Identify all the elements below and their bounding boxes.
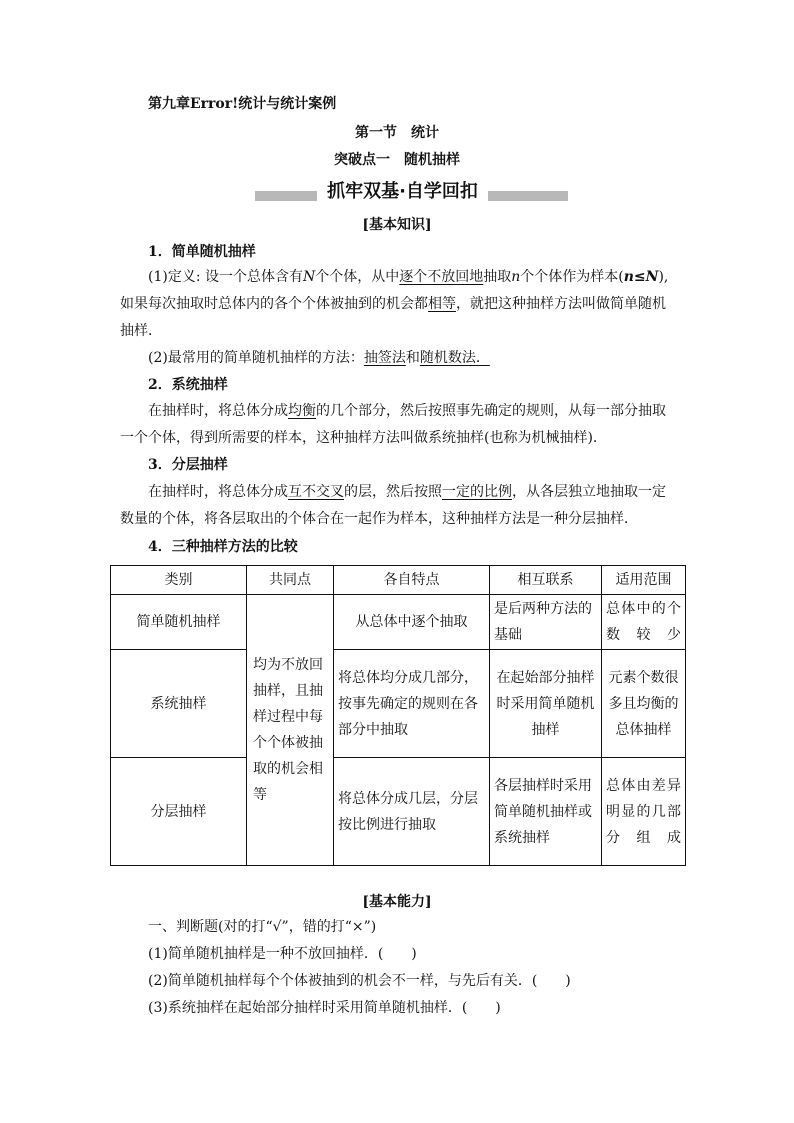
table-cell-type: 简单随机抽样 [111,595,247,650]
simple-sampling-heading: 1．简单随机抽样 [148,244,256,260]
simple-methods-line: (2)最常用的简单随机抽样的方法：抽签法和随机数法． [148,350,490,366]
judge-item: (2)简单随机抽样每个个体被抽到的机会不一样，与先后有关．( ) [148,973,571,989]
section-title: 第一节 统计 [355,125,439,141]
stratified-line1: 在抽样时，将总体分成互不交叉的层，然后按照一定的比例，从各层独立地抽取一定 [148,484,666,500]
basic-knowledge-title: [基本知识] [362,217,432,233]
table-cell-relation: 是后两种方法的基础 [490,595,602,650]
table-cell-scope: 元素个数很多且均衡的总体抽样 [602,650,686,758]
banner-title: 抓牢双基·自学回扣 [327,181,478,202]
table-cell-scope: 总体中的个数较少 [602,595,686,650]
comparison-heading: 4．三种抽样方法的比较 [148,539,298,555]
simple-definition-line2: 如果每次抽取时总体内的各个个体被抽到的机会都相等，就把这种抽样方法叫做简单随机 [120,296,666,312]
chapter-title: 第九章Error!统计与统计案例 [148,96,337,112]
table-cell-type: 分层抽样 [111,758,247,866]
banner-bar-right [488,191,568,201]
table-header: 相互联系 [490,566,602,595]
judge-heading: 一、判断题(对的打“√”，错的打“×”) [148,919,377,935]
table-cell-common: 均为不放回抽样，且抽样过程中每个个体被抽取的机会相等 [247,595,334,866]
table-cell-scope: 总体由差异明显的几部分组成 [602,758,686,866]
simple-definition-line3: 抽样． [120,323,162,339]
breakthrough-title: 突破点一 随机抽样 [334,152,460,168]
stratified-sampling-heading: 3．分层抽样 [148,457,228,473]
table-header: 各自特点 [334,566,490,595]
simple-definition-line1: (1)定义: 设一个总体含有N个个体，从中逐个不放回地抽取n个个体作为样本(n≤N), [148,269,669,285]
stratified-line2: 数量的个体，将各层取出的个体合在一起作为样本，这种抽样方法是一种分层抽样． [120,511,638,527]
systematic-line2: 一个个体，得到所需要的样本，这种抽样方法叫做系统抽样(也称为机械抽样)． [120,430,607,446]
table-cell-feature: 将总体均分成几部分，按事先确定的规则在各部分中抽取 [334,650,490,758]
judge-item: (1)简单随机抽样是一种不放回抽样．( ) [148,946,417,962]
table-row [111,595,686,650]
systematic-line1: 在抽样时，将总体分成均衡的几个部分，然后按照事先确定的规则，从每一部分抽取 [148,403,666,419]
table-row [111,650,686,758]
table-cell-relation: 各层抽样时采用简单随机抽样或系统抽样 [490,758,602,866]
table-header: 适用范围 [602,566,686,595]
basic-ability-title: [基本能力] [362,894,432,910]
table-header: 类别 [111,566,247,595]
table-row [111,758,686,866]
judge-item: (3)系统抽样在起始部分抽样时采用简单随机抽样．( ) [148,1000,501,1016]
comparison-table [110,565,686,866]
banner-bar-left [255,191,317,201]
table-header: 共同点 [247,566,334,595]
table-cell-feature: 将总体分成几层，分层按比例进行抽取 [334,758,490,866]
table-cell-feature: 从总体中逐个抽取 [334,595,490,650]
table-cell-relation: 在起始部分抽样时采用简单随机抽样 [490,650,602,758]
table-cell-type: 系统抽样 [111,650,247,758]
systematic-sampling-heading: 2．系统抽样 [148,377,228,393]
table-header-row [111,566,686,595]
